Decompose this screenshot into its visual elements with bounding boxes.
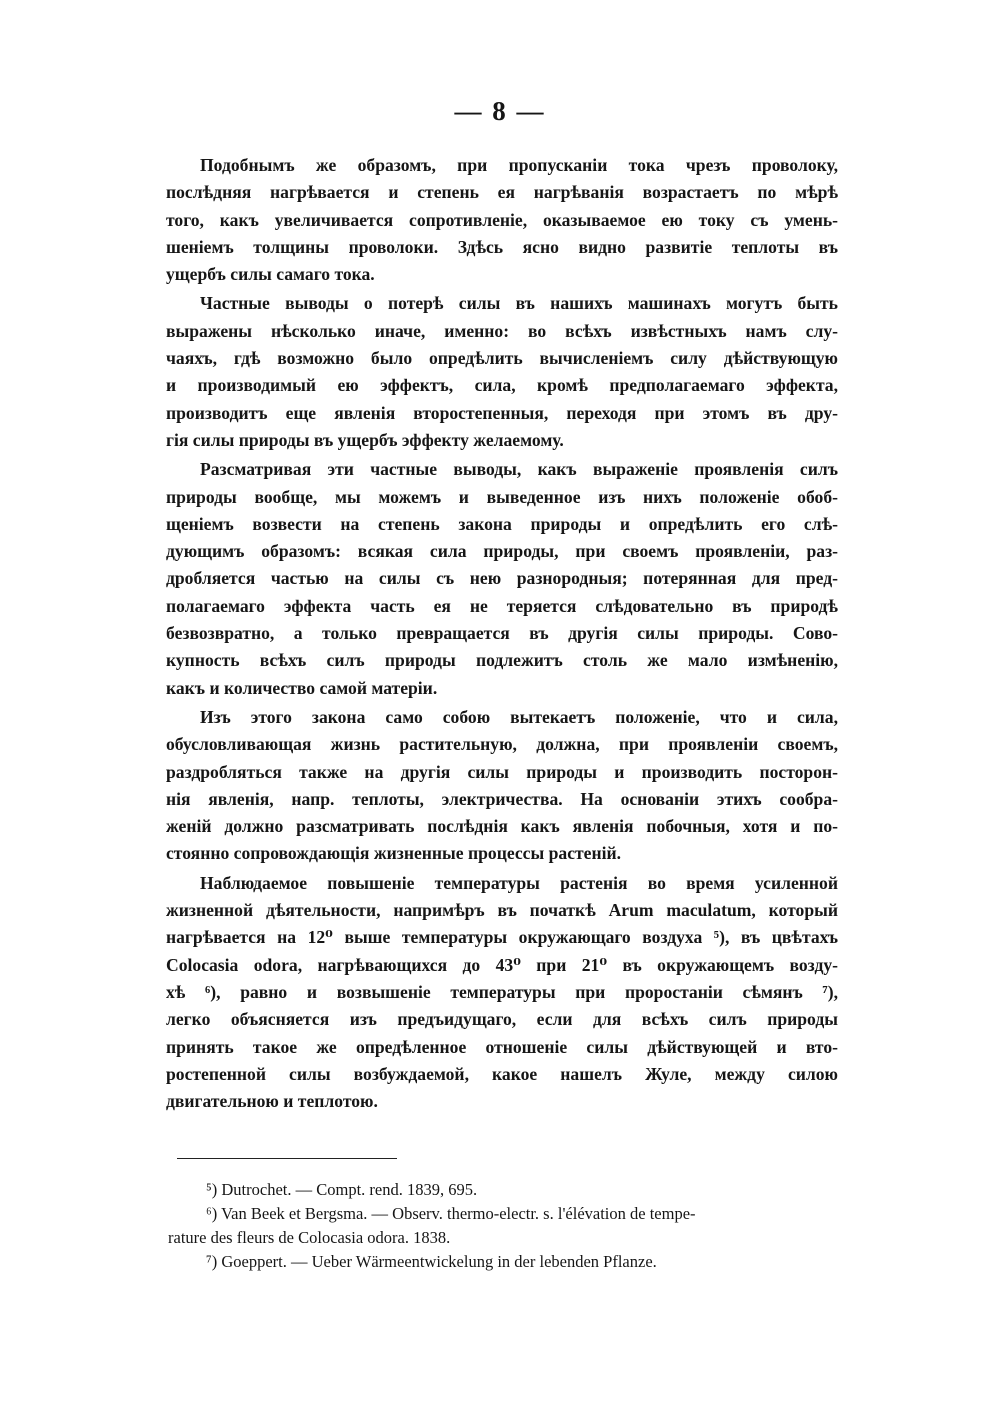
text-line: нагрѣвается на 12⁰ выше температуры окружающаго воздуха ⁵), въ цвѣтахъ xyxy=(166,927,838,948)
text-line: ростепенной силы возбуждаемой, какое нашелъ Жуле, между силою xyxy=(166,1063,838,1084)
text-line: шеніемъ толщины проволоки. Здѣсь ясно видно развитіе теплоты въ xyxy=(166,236,838,257)
text-line: и производимый ею эффектъ, сила, кромѣ предполагаемаго эффекта, xyxy=(166,375,838,396)
text-line: легко объясняется изъ предъидущаго, если для всѣхъ силъ природы xyxy=(166,1009,838,1030)
main-text xyxy=(166,152,838,1117)
text-line: хѣ ⁶), равно и возвышеніе температуры при проростаніи сѣмянъ ⁷), xyxy=(166,981,838,1002)
text-line: купность всѣхъ силъ природы подлежитъ столь же мало измѣненію, xyxy=(166,650,838,671)
text-line: принять такое же опредѣленное отношеніе силы дѣйствующей и вто- xyxy=(166,1036,838,1057)
paragraph-5 xyxy=(166,870,838,1116)
footnote-5 xyxy=(168,1178,838,1202)
paragraph-1 xyxy=(166,152,838,288)
text-line: послѣдняя нагрѣвается и степень ея нагрѣванія возрастаетъ по мѣрѣ xyxy=(166,182,838,203)
paragraph-3 xyxy=(166,456,838,702)
text-line: щеніемъ возвести на степень закона природы и опредѣлить его слѣ- xyxy=(166,513,838,534)
text-line: чаяхъ, гдѣ возможно было опредѣлить вычисленіемъ силу дѣйствующую xyxy=(166,348,838,369)
text-line: гія силы природы въ ущербъ эффекту желаемому. xyxy=(166,429,564,450)
text-line: природы вообще, мы можемъ и выведенное изъ нихъ положеніе обоб- xyxy=(166,486,838,507)
footnote-7 xyxy=(168,1250,838,1274)
footnote-line: ⁶) Van Beek et Bergsma. — Observ. thermo-electr. s. l'élévation de tempe- xyxy=(206,1204,696,1223)
text-line: двигательною и теплотою. xyxy=(166,1091,378,1112)
paragraph-4 xyxy=(166,704,838,868)
page-number: — 8 — xyxy=(454,96,546,126)
text-line: женій должно разсматривать послѣднія какъ явленія побочныя, хотя и по- xyxy=(166,816,838,837)
text-line: того, какъ увеличивается сопротивленіе, оказываемое ею току съ умень- xyxy=(166,209,838,230)
text-line: безвозвратно, а только превращается въ другія силы природы. Сово- xyxy=(166,623,838,644)
text-line: какъ и количество самой матеріи. xyxy=(166,677,438,698)
text-line: Частные выводы о потерѣ силы въ нашихъ машинахъ могутъ быть xyxy=(200,293,838,314)
text-line: дробляется частью на силы съ нею разнородныя; потерянная для пред- xyxy=(166,568,838,589)
text-line: Разсматривая эти частные выводы, какъ выраженіе проявленія силъ xyxy=(200,459,838,480)
text-line: Colocasia odora, нагрѣвающихся до 43⁰ при 21⁰ въ окружающемъ возду- xyxy=(166,954,838,975)
footnote-6 xyxy=(168,1202,838,1250)
text-line: жизненной дѣятельности, напримѣръ въ початкѣ Arum maculatum, который xyxy=(166,900,838,921)
text-line: нія явленія, напр. теплоты, электричества. На основаніи этихъ сообра- xyxy=(166,788,838,809)
footnote-line: rature des fleurs de Colocasia odora. 1838. xyxy=(168,1228,451,1247)
paragraph-2 xyxy=(166,290,838,454)
text-line: стоянно сопровождающія жизненные процессы растеній. xyxy=(166,843,622,864)
footnote-divider xyxy=(177,1158,397,1159)
text-line: ущербъ силы самаго тока. xyxy=(166,264,375,285)
text-line: производитъ еще явленія второстепенныя, переходя при этомъ въ дру- xyxy=(166,402,838,423)
text-line: Изъ этого закона само собою вытекаетъ положеніе, что и сила, xyxy=(200,706,838,727)
text-line: полагаемаго эффекта часть ея не теряется слѣдовательно въ природѣ xyxy=(166,595,838,616)
text-line: Подобнымъ же образомъ, при пропусканіи тока чрезъ проволоку, xyxy=(200,155,838,175)
text-line: раздробляться также на другія силы природы и производить посторон- xyxy=(166,761,838,782)
text-line: дующимъ образомъ: всякая сила природы, при своемъ проявленіи, раз- xyxy=(166,541,838,562)
text-line: выражены нѣсколько иначе, именно: во всѣхъ извѣстныхъ намъ слу- xyxy=(166,320,838,341)
footnotes xyxy=(168,1178,838,1274)
footnote-line: ⁵) Dutrochet. — Compt. rend. 1839, 695. xyxy=(206,1180,478,1199)
text-line: обусловливающая жизнь растительную, должна, при проявленіи своемъ, xyxy=(166,734,838,755)
footnote-line: ⁷) Goeppert. — Ueber Wärmeentwickelung in der lebenden Pflanze. xyxy=(206,1252,657,1271)
text-line: Наблюдаемое повышеніе температуры растенія во время усиленной xyxy=(200,872,838,893)
